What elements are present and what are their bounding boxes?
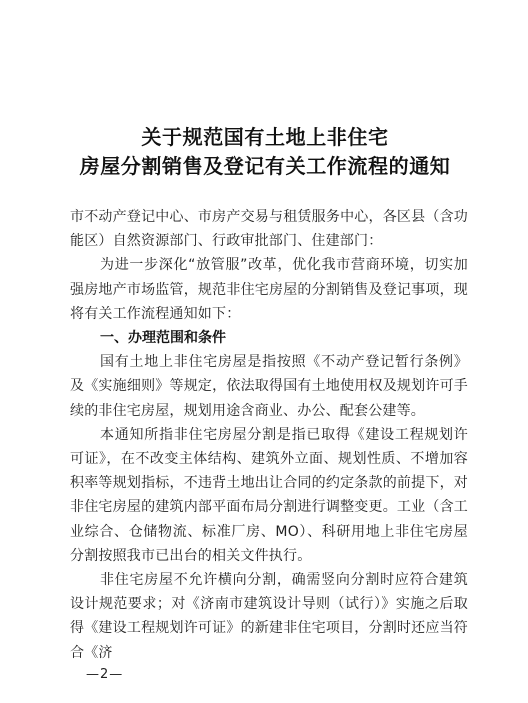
section-1-paragraph-1: 国有土地上非住宅房屋是指按照《不动产登记暂行条例》及《实施细则》等规定，依法取得国有土地使用权及规划许可手续的非住宅房屋，规划用途含商业、办公、配套公建等。 (70, 354, 468, 419)
section-1-paragraph-2: 本通知所指非住宅房屋分割是指已取得《建设工程规划许可证》，在不改变主体结构、建筑外立面、规划性质、不增加容积率等规划指标，不违背土地出让合同的约定条款的前提下，对非住宅房屋的建筑内部平面布局分割进行调整变更。工业（含工业综合、仓储物流、标准厂房、MO）、科研用地上非住宅房屋分割按照我市已出台的相关文件执行。 (70, 426, 468, 564)
document-title-line-2: 房屋分割销售及登记有关工作流程的通知 (79, 154, 451, 178)
document-body (70, 205, 468, 665)
page-number: —2— (86, 667, 124, 682)
section-1-heading: 一、办理范围和条件 (100, 330, 226, 347)
intro-paragraph: 为进一步深化“放管服”改革，优化我市营商环境，切实加强房地产市场监管，规范非住宅房屋的分割销售及登记事项，现将有关工作流程通知如下： (70, 257, 468, 322)
document-title-line-1: 关于规范国有土地上非住宅 (141, 125, 389, 149)
section-1-paragraph-3: 非住宅房屋不允许横向分割，确需竖向分割时应符合建筑设计规范要求；对《济南市建筑设计导则（试行）》实施之后取得《建设工程规划许可证》的新建非住宅项目，分割时还应当符合《济 (70, 572, 468, 661)
salutation-paragraph: 市不动产登记中心、市房产交易与租赁服务中心，各区县（含功能区）自然资源部门、行政审批部门、住建部门： (70, 209, 468, 250)
